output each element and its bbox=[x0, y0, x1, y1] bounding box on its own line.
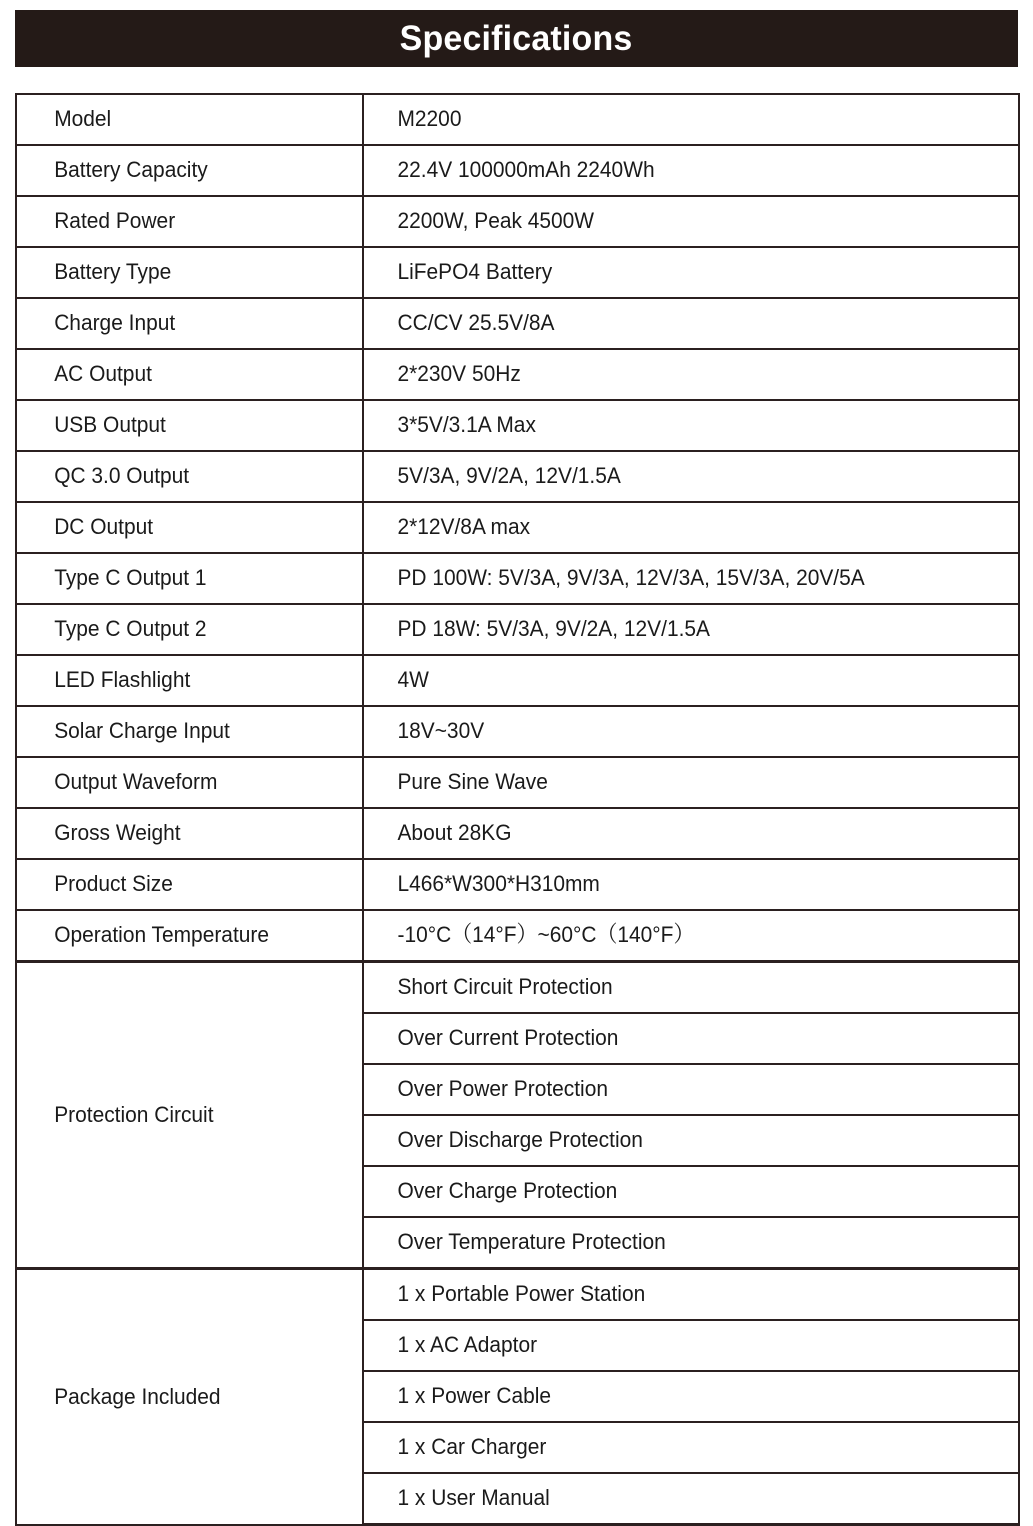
spec-value-cell bbox=[363, 196, 1019, 247]
spec-value-cell bbox=[363, 553, 1019, 604]
table-row bbox=[16, 1269, 1019, 1321]
spec-label-cell bbox=[16, 655, 363, 706]
spec-label: Rated Power bbox=[54, 208, 176, 234]
spec-label: DC Output bbox=[54, 514, 154, 540]
spec-value: 3*5V/3.1A Max bbox=[397, 412, 536, 438]
spec-label-cell bbox=[16, 604, 363, 655]
spec-label: Type C Output 2 bbox=[54, 616, 207, 642]
table-row bbox=[16, 859, 1019, 910]
spec-value-cell bbox=[363, 349, 1019, 400]
spec-label-cell bbox=[16, 706, 363, 757]
spec-value-cell bbox=[363, 400, 1019, 451]
protection-circuit-item-cell bbox=[363, 1217, 1019, 1269]
spec-label-cell bbox=[16, 553, 363, 604]
spec-value: 2*12V/8A max bbox=[397, 514, 531, 540]
spec-label: Product Size bbox=[54, 871, 173, 897]
spec-value-cell bbox=[363, 706, 1019, 757]
page-title: Specifications bbox=[400, 19, 633, 58]
spec-label: QC 3.0 Output bbox=[54, 463, 190, 489]
spec-value: LiFePO4 Battery bbox=[397, 259, 553, 285]
package-included-item-cell bbox=[363, 1269, 1019, 1321]
spec-value-cell bbox=[363, 859, 1019, 910]
spec-label: Operation Temperature bbox=[54, 922, 270, 948]
spec-value-cell bbox=[363, 247, 1019, 298]
spec-label: LED Flashlight bbox=[54, 667, 191, 693]
specifications-table bbox=[15, 93, 1020, 1526]
table-row bbox=[16, 349, 1019, 400]
protection-circuit-label-cell bbox=[16, 962, 363, 1269]
spec-label: Gross Weight bbox=[54, 820, 181, 846]
package-included-item-cell bbox=[363, 1473, 1019, 1525]
specifications-table-body bbox=[16, 94, 1019, 1525]
spec-value-cell bbox=[363, 604, 1019, 655]
spec-value-cell bbox=[363, 451, 1019, 502]
table-row bbox=[16, 145, 1019, 196]
package-included-item: 1 x Power Cable bbox=[397, 1383, 552, 1409]
protection-circuit-item-cell bbox=[363, 1115, 1019, 1166]
protection-circuit-item: Over Power Protection bbox=[397, 1076, 608, 1102]
spec-label-cell bbox=[16, 859, 363, 910]
package-included-item-cell bbox=[363, 1371, 1019, 1422]
spec-label: AC Output bbox=[54, 361, 152, 387]
package-included-label-cell bbox=[16, 1269, 363, 1525]
spec-value: -10°C（14°F）~60°C（140°F） bbox=[397, 922, 695, 948]
protection-circuit-item-cell bbox=[363, 1064, 1019, 1115]
spec-label: Type C Output 1 bbox=[54, 565, 207, 591]
table-row bbox=[16, 502, 1019, 553]
spec-label-cell bbox=[16, 451, 363, 502]
package-included-label: Package Included bbox=[54, 1383, 221, 1409]
spec-label-cell bbox=[16, 502, 363, 553]
spec-label-cell bbox=[16, 247, 363, 298]
package-included-item: 1 x Car Charger bbox=[397, 1434, 547, 1460]
spec-value-cell bbox=[363, 502, 1019, 553]
package-included-item: 1 x User Manual bbox=[397, 1485, 550, 1511]
package-included-item-cell bbox=[363, 1320, 1019, 1371]
spec-label: Battery Type bbox=[54, 259, 172, 285]
table-row bbox=[16, 706, 1019, 757]
spec-label-cell bbox=[16, 298, 363, 349]
table-row bbox=[16, 808, 1019, 859]
spec-value: 4W bbox=[397, 667, 429, 693]
spec-label: USB Output bbox=[54, 412, 166, 438]
table-row bbox=[16, 910, 1019, 962]
spec-label-cell bbox=[16, 349, 363, 400]
spec-value: 2200W, Peak 4500W bbox=[397, 208, 595, 234]
protection-circuit-item: Over Discharge Protection bbox=[397, 1127, 643, 1153]
spec-value: 2*230V 50Hz bbox=[397, 361, 521, 387]
table-row bbox=[16, 655, 1019, 706]
spec-label-cell bbox=[16, 757, 363, 808]
protection-circuit-item: Over Temperature Protection bbox=[397, 1229, 666, 1255]
spec-label-cell bbox=[16, 94, 363, 145]
table-row bbox=[16, 757, 1019, 808]
spec-value: 22.4V 100000mAh 2240Wh bbox=[397, 157, 655, 183]
spec-value-cell bbox=[363, 145, 1019, 196]
spec-value-cell bbox=[363, 298, 1019, 349]
package-included-item: 1 x Portable Power Station bbox=[397, 1281, 646, 1307]
table-row bbox=[16, 553, 1019, 604]
table-row bbox=[16, 247, 1019, 298]
spec-label: Charge Input bbox=[54, 310, 176, 336]
spec-value: 18V~30V bbox=[397, 718, 485, 744]
spec-label-cell bbox=[16, 145, 363, 196]
protection-circuit-item: Short Circuit Protection bbox=[397, 974, 613, 1000]
spec-value: L466*W300*H310mm bbox=[397, 871, 600, 897]
spec-value: Pure Sine Wave bbox=[397, 769, 548, 795]
protection-circuit-item-cell bbox=[363, 962, 1019, 1014]
spec-value: 5V/3A, 9V/2A, 12V/1.5A bbox=[397, 463, 621, 489]
package-included-item-cell bbox=[363, 1422, 1019, 1473]
protection-circuit-item-cell bbox=[363, 1013, 1019, 1064]
table-row bbox=[16, 451, 1019, 502]
spec-label-cell bbox=[16, 196, 363, 247]
spec-value-cell bbox=[363, 757, 1019, 808]
spec-label-cell bbox=[16, 400, 363, 451]
protection-circuit-item: Over Charge Protection bbox=[397, 1178, 618, 1204]
table-row bbox=[16, 962, 1019, 1014]
package-included-item: 1 x AC Adaptor bbox=[397, 1332, 538, 1358]
spec-value: About 28KG bbox=[397, 820, 512, 846]
spec-value: PD 18W: 5V/3A, 9V/2A, 12V/1.5A bbox=[397, 616, 710, 642]
spec-label: Output Waveform bbox=[54, 769, 218, 795]
spec-value-cell bbox=[363, 655, 1019, 706]
spec-value-cell bbox=[363, 808, 1019, 859]
protection-circuit-item: Over Current Protection bbox=[397, 1025, 619, 1051]
protection-circuit-item-cell bbox=[363, 1166, 1019, 1217]
spec-value: PD 100W: 5V/3A, 9V/3A, 12V/3A, 15V/3A, 20V/5A bbox=[397, 565, 865, 591]
table-row bbox=[16, 604, 1019, 655]
spec-label: Solar Charge Input bbox=[54, 718, 230, 744]
spec-label: Model bbox=[54, 106, 112, 132]
page-title-bar bbox=[15, 10, 1018, 67]
spec-label: Battery Capacity bbox=[54, 157, 208, 183]
spec-label-cell bbox=[16, 910, 363, 962]
spec-value: M2200 bbox=[397, 106, 462, 132]
protection-circuit-label: Protection Circuit bbox=[54, 1101, 214, 1127]
table-row bbox=[16, 400, 1019, 451]
table-row bbox=[16, 298, 1019, 349]
spec-value: CC/CV 25.5V/8A bbox=[397, 310, 555, 336]
table-row bbox=[16, 94, 1019, 145]
spec-value-cell bbox=[363, 910, 1019, 962]
table-row bbox=[16, 196, 1019, 247]
spec-label-cell bbox=[16, 808, 363, 859]
spec-value-cell bbox=[363, 94, 1019, 145]
